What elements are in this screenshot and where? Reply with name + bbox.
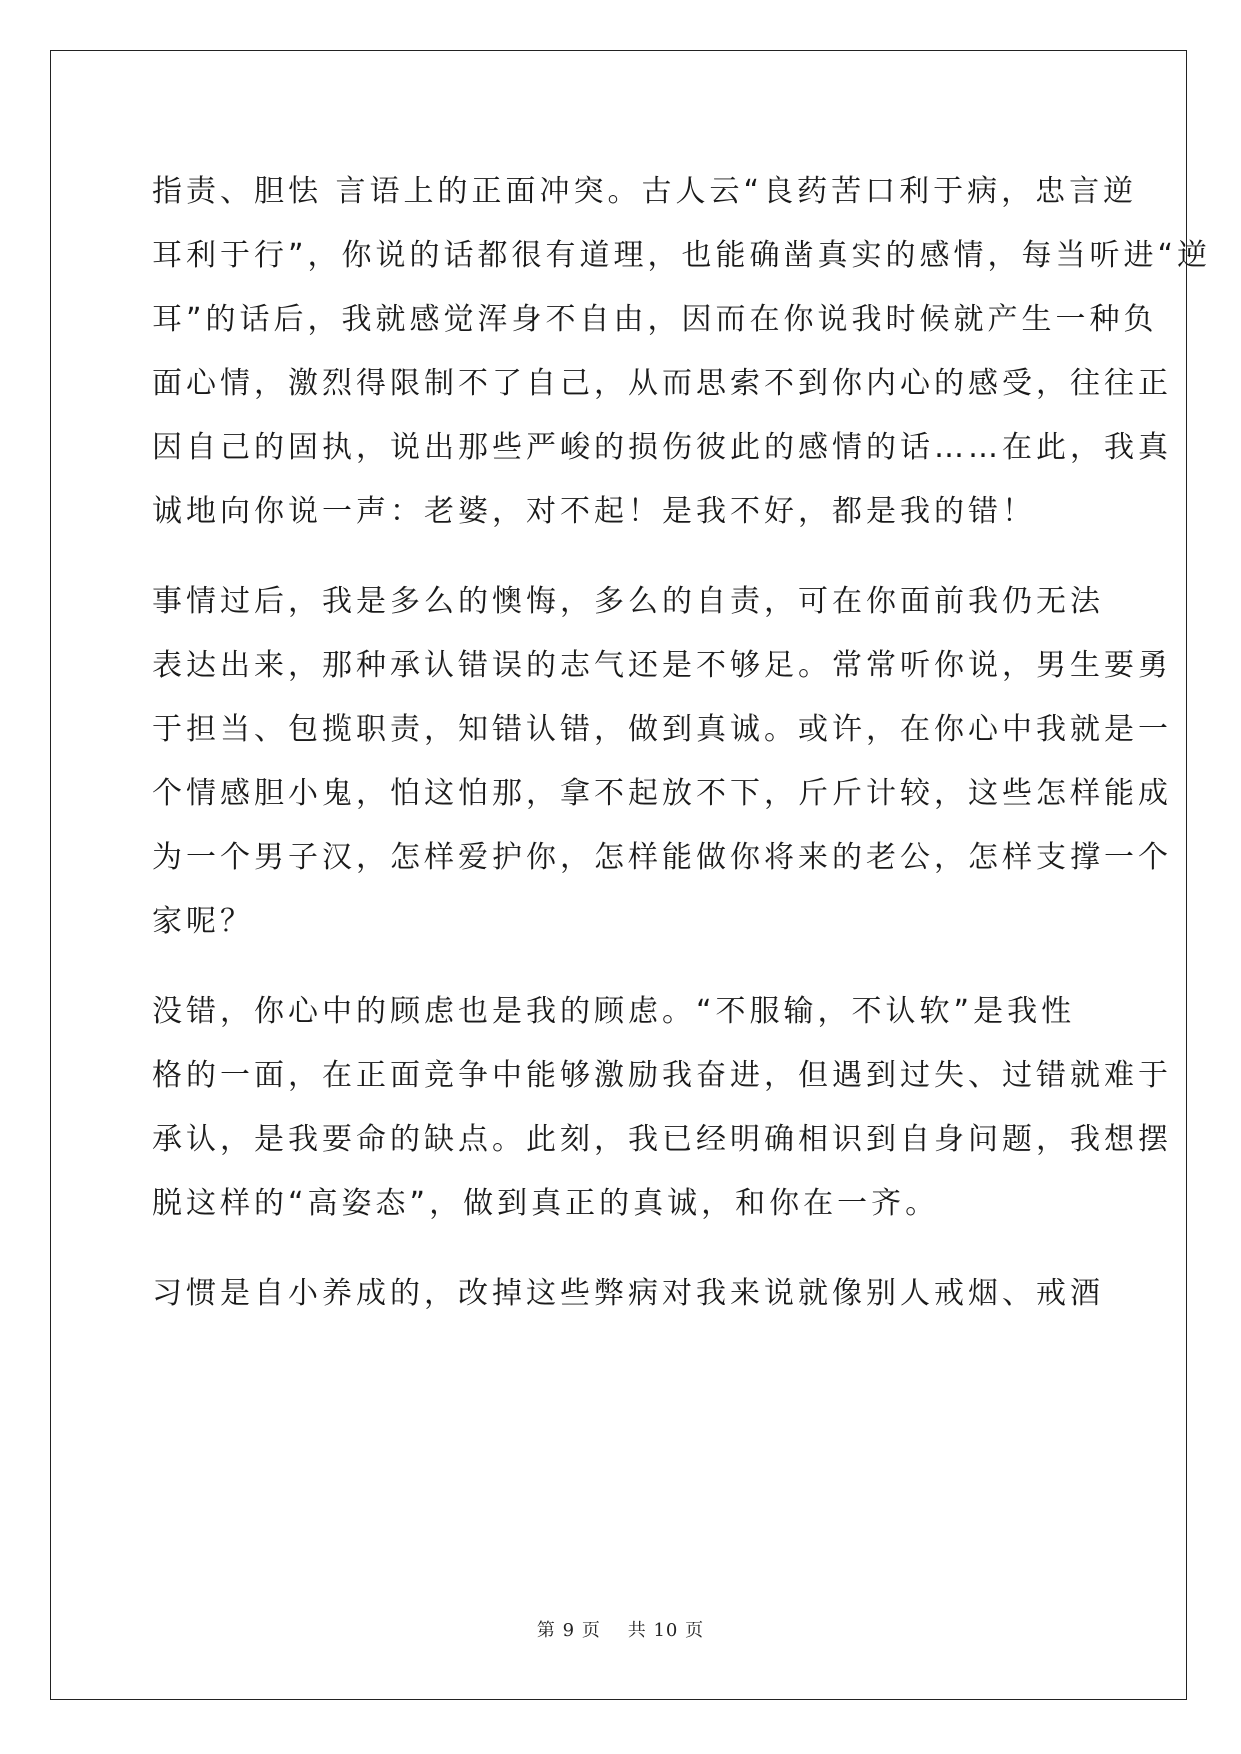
text-line: 表达出来，那种承认错误的志气还是不够足。常常听你说，男生要勇 xyxy=(152,648,1172,683)
text-line: 面心情，激烈得限制不了自己，从而思索不到你内心的感受，往往正 xyxy=(152,366,1172,401)
text-line: 格的一面，在正面竞争中能够激励我奋进，但遇到过失、过错就难于 xyxy=(152,1058,1172,1093)
text-line: 指责、胆怯 言语上的正面冲突。古人云“良药苦口利于病，忠言逆 xyxy=(152,174,1138,209)
text-line: 为一个男子汉，怎样爱护你，怎样能做你将来的老公，怎样支撑一个 xyxy=(152,840,1172,875)
paragraph xyxy=(152,160,1212,544)
text-line: 没错，你心中的顾虑也是我的顾虑。“不服输，不认软”是我性 xyxy=(152,994,1076,1029)
paragraph-spacer xyxy=(152,1236,1087,1262)
footer-spacer xyxy=(601,1620,628,1641)
text-line: 脱这样的“高姿态”，做到真正的真诚，和你在一齐。 xyxy=(152,1186,940,1221)
text-line: 习惯是自小养成的，改掉这些弊病对我来说就像别人戒烟、戒酒 xyxy=(152,1276,1104,1311)
text-line: 于担当、包揽职责，知错认错，做到真诚。或许，在你心中我就是一 xyxy=(152,712,1172,747)
page-footer xyxy=(0,1616,1241,1642)
text-line: 耳利于行”，你说的话都很有道理，也能确凿真实的感情，每当听进“逆 xyxy=(152,238,1212,273)
text-line: 诚地向你说一声：老婆，对不起！是我不好，都是我的错！ xyxy=(152,494,1036,529)
text-line: 承认，是我要命的缺点。此刻，我已经明确相识到自身问题，我想摆 xyxy=(152,1122,1172,1157)
page-total: 共 10 页 xyxy=(627,1620,705,1641)
text-line: 个情感胆小鬼，怕这怕那，拿不起放不下，斤斤计较，这些怎样能成 xyxy=(152,776,1172,811)
page-number: 第 9 页 xyxy=(536,1620,601,1641)
paragraph xyxy=(152,980,1172,1236)
text-line: 耳”的话后，我就感觉浑身不自由，因而在你说我时候就产生一种负 xyxy=(152,302,1158,337)
document-body xyxy=(152,160,1212,1326)
text-line: 事情过后，我是多么的懊悔，多么的自责，可在你面前我仍无法 xyxy=(152,584,1104,619)
text-line: 因自己的固执，说出那些严峻的损伤彼此的感情的话……在此，我真 xyxy=(152,430,1172,465)
text-line: 家呢？ xyxy=(152,904,254,939)
paragraph-spacer xyxy=(152,544,1087,570)
paragraph-spacer xyxy=(152,954,1087,980)
paragraph xyxy=(152,570,1172,954)
paragraph xyxy=(152,1262,1104,1326)
